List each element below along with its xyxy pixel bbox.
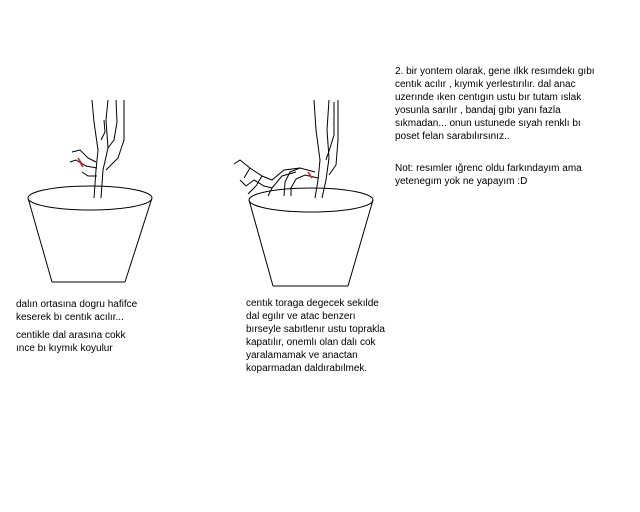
caption-left-step-2: centikle dal arasına cokk ınce bı kıymık koyulur: [16, 330, 126, 354]
caption-middle: centık toraga degecek sekılde dal egılır ve atac benzerı bırseyle sabıtlenır ustu toprakla kapatılır, onemlı olan dalı cok yaralamamak ve anactan koparmadan daldırabılmek.: [246, 298, 385, 374]
caption-right-method: 2. bir yontem olarak, gene ılkk resımdekı gıbı centık acılır , kıymık yerlestırılır. dal anac uzerınde ıken centıgın ustu bır tutam ıslak yosunla sarılır , bandaj gıbı yanı fazla sıkmadan... onun ustunede sıyah renklı bı poset felan sarabılırsınız..: [395, 66, 595, 142]
caption-right-note: Not: resımler ığrenc oldu farkındayım ama yetenegım yok ne yapayım :D: [395, 163, 582, 187]
caption-left-step-1: dalın ortasına dogru hafifce keserek bı centık acılır...: [16, 299, 138, 323]
